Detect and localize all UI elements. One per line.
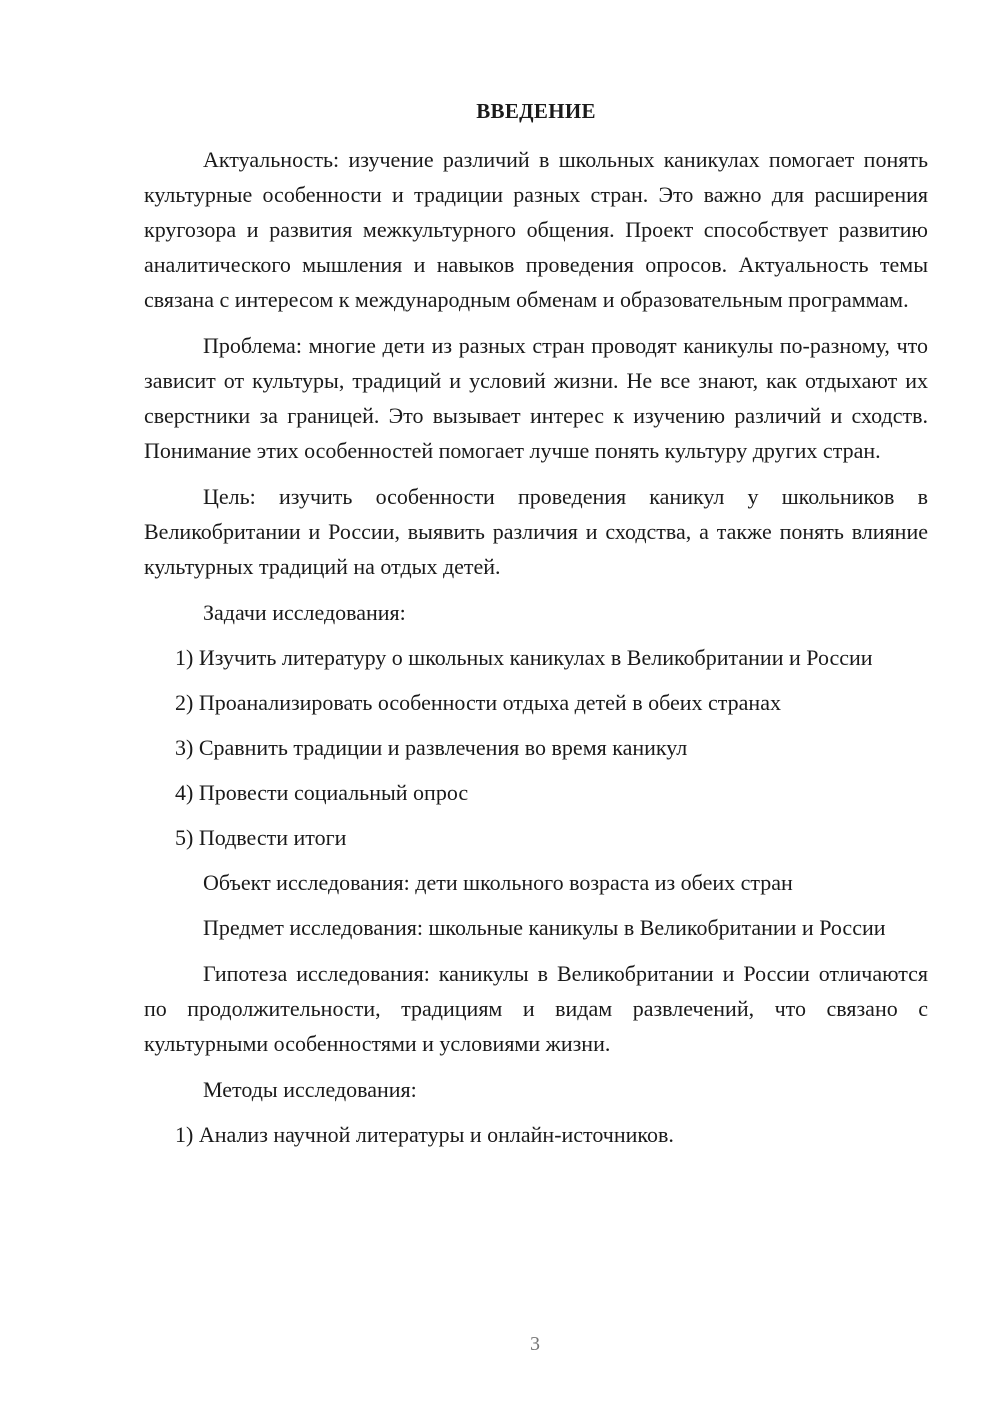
page-content	[144, 95, 928, 1162]
task-item-2: 2) Проанализировать особенности отдыха детей в обеих странах	[175, 690, 781, 715]
methods-heading: Методы исследования:	[203, 1077, 417, 1102]
task-item-4: 4) Провести социальный опрос	[175, 780, 469, 805]
section-title: ВВЕДЕНИЕ	[476, 99, 596, 123]
method-item-1: 1) Анализ научной литературы и онлайн-источников.	[175, 1122, 674, 1147]
relevance-paragraph: Актуальность: изучение различий в школьных каникулах помогает понять культурные особенности и традиции разных стран. Это важно для расширения кругозора и развития межкультурного общения. Проект способствует развитию аналитического мышления и навыков проведения опросов. Актуальность темы связана с интересом к международным обменам и образовательным программам.	[144, 147, 928, 312]
task-item-1: 1) Изучить литературу о школьных каникулах в Великобритании и России	[175, 645, 873, 670]
page-number: 3	[530, 1333, 540, 1355]
tasks-heading: Задачи исследования:	[203, 600, 406, 625]
object-paragraph: Объект исследования: дети школьного возраста из обеих стран	[203, 870, 793, 895]
subject-paragraph: Предмет исследования: школьные каникулы в Великобритании и России	[203, 915, 886, 940]
goal-paragraph: Цель: изучить особенности проведения каникул у школьников в Великобритании и России, выявить различия и сходства, а также понять влияние культурных традиций на отдых детей.	[144, 484, 928, 579]
task-item-3: 3) Сравнить традиции и развлечения во время каникул	[175, 735, 688, 760]
problem-paragraph: Проблема: многие дети из разных стран проводят каникулы по-разному, что зависит от культуры, традиций и условий жизни. Не все знают, как отдыхают их сверстники за границей. Это вызывает интерес к изучению различий и сходств. Понимание этих особенностей помогает лучше понять культуру других стран.	[144, 333, 928, 463]
hypothesis-paragraph: Гипотеза исследования: каникулы в Великобритании и России отличаются по продолжительности, традициям и видам развлечений, что связано с культурными особенностями и условиями жизни.	[144, 961, 928, 1056]
task-item-5: 5) Подвести итоги	[175, 825, 347, 850]
